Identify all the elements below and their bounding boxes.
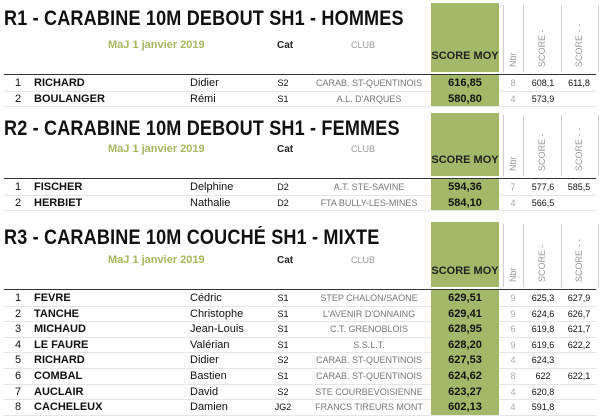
first-name-cell: Christophe — [190, 307, 244, 320]
column-divider — [503, 115, 504, 176]
nbr-cell: 8 — [510, 371, 516, 381]
score2-cell: 622,2 — [567, 339, 591, 350]
rank-cell: 5 — [14, 354, 22, 367]
club-header: CLUB — [351, 40, 376, 50]
score-moy-cell: 623,27 — [448, 385, 482, 398]
category-cell: S2 — [277, 78, 289, 88]
table-row — [0, 307, 600, 321]
first-name-cell: Cédric — [190, 292, 222, 304]
club-header: CLUB — [351, 255, 376, 265]
category-cell: S2 — [277, 386, 289, 397]
score1-cell: 624,3 — [531, 355, 555, 366]
score1-header: SCORE - — [537, 244, 547, 282]
score2-header: SCORE - - — [574, 238, 584, 282]
header-rule — [4, 178, 596, 179]
rank-cell: 2 — [14, 196, 22, 209]
score-moy-cell: 628,95 — [448, 323, 482, 336]
last-name-cell: RICHARD — [34, 77, 85, 89]
score2-cell: 585,5 — [567, 182, 591, 192]
score1-header: SCORE - — [537, 29, 547, 67]
nbr-header: Nbr — [508, 52, 518, 67]
first-name-cell: Valérian — [190, 338, 230, 351]
first-name-cell: Nathalie — [190, 196, 231, 209]
last-name-cell: RICHARD — [34, 354, 85, 367]
section-r1 — [0, 3, 600, 110]
category-cell: S2 — [277, 355, 289, 366]
score1-cell: 624,6 — [531, 308, 555, 319]
club-cell: STE COURBEVOISIENNE — [315, 386, 423, 397]
category-cell: S1 — [277, 93, 289, 104]
score1-cell: 608,1 — [531, 78, 555, 88]
club-cell: A.T. STE-SAVINE — [333, 182, 405, 192]
column-divider — [561, 224, 562, 287]
update-date: MaJ 1 janvier 2019 — [108, 143, 205, 155]
table-row — [0, 400, 600, 414]
score1-header: SCORE - — [537, 133, 547, 171]
table-row — [0, 353, 600, 367]
score-moy-cell: 602,13 — [448, 401, 482, 414]
club-cell: CARAB. ST-QUENTINOIS — [315, 355, 422, 366]
header-rule — [4, 74, 596, 75]
section-title: R2 - CARABINE 10M DEBOUT SH1 - FEMMES — [4, 117, 400, 140]
rank-cell: 1 — [14, 181, 22, 193]
last-name-cell: HERBIET — [34, 196, 83, 209]
nbr-cell: 6 — [510, 324, 516, 335]
last-name-cell: AUCLAIR — [34, 385, 84, 398]
column-divider — [503, 224, 504, 287]
score1-cell: 619,8 — [531, 324, 555, 335]
cat-header: Cat — [277, 144, 294, 155]
column-divider — [598, 5, 599, 72]
score1-cell: 620,8 — [531, 386, 555, 397]
score-moy-cell: 629,51 — [448, 292, 482, 304]
update-date: MaJ 1 janvier 2019 — [108, 39, 205, 51]
score-moy-cell: 584,10 — [448, 196, 482, 209]
club-cell: A.L. D'ARQUES — [336, 93, 402, 104]
section-title: R3 - CARABINE 10M COUCHÉ SH1 - MIXTE — [4, 226, 380, 249]
section-r3 — [0, 222, 600, 419]
section-title: R1 - CARABINE 10M DEBOUT SH1 - HOMMES — [4, 7, 404, 30]
score-moy-cell: 627,53 — [448, 354, 482, 367]
category-cell: S1 — [277, 308, 289, 319]
column-divider — [561, 115, 562, 176]
category-cell: S1 — [277, 339, 289, 350]
nbr-header: Nbr — [508, 267, 518, 282]
header-rule — [4, 289, 596, 290]
first-name-cell: Didier — [190, 354, 219, 367]
score-moy-header: SCORE MOY — [431, 50, 499, 62]
row-separator — [4, 106, 596, 107]
last-name-cell: CACHELEUX — [34, 401, 103, 414]
score-moy-header: SCORE MOY — [431, 154, 499, 166]
table-row — [0, 180, 600, 194]
category-cell: JG2 — [274, 402, 292, 413]
nbr-cell: 9 — [510, 293, 516, 303]
cat-header: Cat — [277, 255, 294, 266]
score1-cell: 619,6 — [531, 339, 555, 350]
category-cell: S1 — [277, 293, 289, 303]
score-header-box — [431, 3, 499, 72]
score1-cell: 573,9 — [531, 93, 555, 104]
row-separator — [4, 210, 596, 211]
nbr-cell: 4 — [510, 355, 516, 366]
table-row — [0, 291, 600, 305]
first-name-cell: Damien — [190, 401, 228, 414]
club-cell: L'AVENIR D'ONNAING — [322, 308, 416, 319]
nbr-cell: 9 — [510, 339, 516, 350]
cat-header: Cat — [277, 40, 294, 51]
column-divider — [523, 224, 524, 287]
nbr-cell: 8 — [510, 78, 516, 88]
last-name-cell: FISCHER — [34, 181, 83, 193]
score1-cell: 566,5 — [531, 197, 555, 208]
score2-cell: 622,1 — [567, 371, 591, 381]
table-row — [0, 322, 600, 336]
score-moy-cell: 629,41 — [448, 307, 482, 320]
score1-cell: 577,6 — [531, 182, 555, 192]
club-cell: CARAB. ST-QUENTINOIS — [315, 371, 422, 381]
score2-cell: 611,8 — [568, 78, 590, 88]
club-cell: FRANCS TIREURS MONT — [315, 402, 423, 413]
first-name-cell: Bastien — [190, 370, 227, 382]
score2-header: SCORE - - — [574, 23, 584, 67]
nbr-cell: 4 — [510, 386, 516, 397]
table-row — [0, 76, 600, 90]
update-date: MaJ 1 janvier 2019 — [108, 254, 205, 266]
rank-cell: 6 — [14, 370, 22, 382]
last-name-cell: COMBAL — [34, 370, 83, 382]
table-row — [0, 338, 600, 352]
score-moy-cell: 624,62 — [448, 370, 482, 382]
club-cell: FTA BULLY-LES-MINES — [320, 197, 418, 208]
club-cell: S.S.L.T. — [353, 339, 385, 350]
last-name-cell: TANCHE — [34, 307, 80, 320]
score2-header: SCORE - - — [574, 127, 584, 171]
score-moy-cell: 580,80 — [448, 92, 482, 105]
column-divider — [598, 224, 599, 287]
last-name-cell: FEVRE — [34, 292, 71, 304]
nbr-cell: 7 — [510, 182, 516, 192]
score-header-box — [431, 113, 499, 176]
rank-cell: 7 — [14, 385, 22, 398]
score2-cell: 626,7 — [567, 308, 591, 319]
nbr-cell: 4 — [510, 402, 516, 413]
rank-cell: 4 — [14, 338, 22, 351]
score2-cell: 627,9 — [567, 293, 591, 303]
category-cell: D2 — [277, 182, 289, 192]
column-divider — [523, 5, 524, 72]
rank-cell: 8 — [14, 401, 22, 414]
category-cell: D2 — [277, 197, 289, 208]
table-row — [0, 369, 600, 383]
score-moy-cell: 616,85 — [448, 77, 482, 89]
row-separator — [4, 415, 596, 416]
rank-cell: 2 — [14, 307, 22, 320]
first-name-cell: Jean-Louis — [190, 323, 244, 336]
first-name-cell: Didier — [190, 77, 219, 89]
column-divider — [561, 5, 562, 72]
rank-cell: 1 — [14, 292, 22, 304]
club-header: CLUB — [351, 144, 376, 154]
table-row — [0, 92, 600, 106]
category-cell: S1 — [277, 371, 289, 381]
score-moy-cell: 594,36 — [448, 181, 482, 193]
score-moy-cell: 628,20 — [448, 338, 482, 351]
category-cell: S1 — [277, 324, 289, 335]
first-name-cell: David — [190, 385, 219, 398]
score1-cell: 625,3 — [531, 293, 555, 303]
score2-cell: 621,7 — [567, 324, 591, 335]
section-r2 — [0, 113, 600, 214]
club-cell: C.T. GRENOBLOIS — [329, 324, 409, 335]
score1-cell: 622 — [535, 371, 551, 381]
rank-cell: 1 — [14, 77, 22, 89]
score-moy-header: SCORE MOY — [431, 265, 499, 277]
first-name-cell: Delphine — [190, 181, 234, 193]
first-name-cell: Rémi — [190, 92, 216, 105]
nbr-cell: 9 — [510, 308, 516, 319]
score-header-box — [431, 222, 499, 287]
column-divider — [503, 5, 504, 72]
club-cell: STEP CHALON/SAONE — [320, 293, 418, 303]
rank-cell: 2 — [14, 92, 22, 105]
nbr-cell: 4 — [510, 93, 516, 104]
table-row — [0, 196, 600, 210]
last-name-cell: BOULANGER — [34, 92, 105, 105]
last-name-cell: LE FAURE — [34, 338, 89, 351]
table-row — [0, 385, 600, 399]
nbr-cell: 4 — [510, 197, 516, 208]
column-divider — [598, 115, 599, 176]
rank-cell: 3 — [14, 323, 22, 336]
nbr-header: Nbr — [508, 156, 518, 171]
score1-cell: 591,8 — [531, 402, 555, 413]
last-name-cell: MICHAUD — [34, 323, 86, 336]
column-divider — [523, 115, 524, 176]
club-cell: CARAB. ST-QUENTINOIS — [315, 78, 422, 88]
